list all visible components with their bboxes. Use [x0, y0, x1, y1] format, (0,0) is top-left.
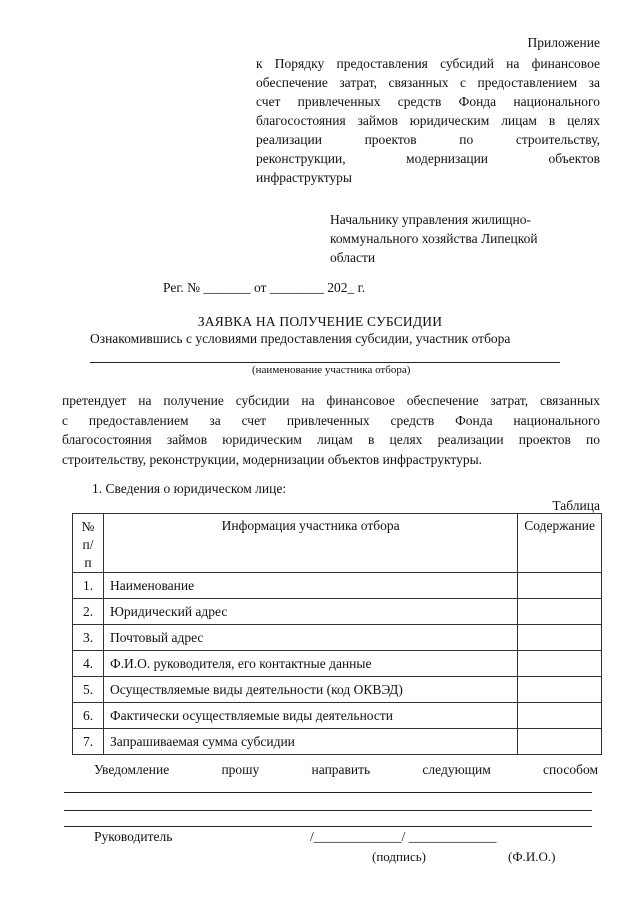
header-num-line: № — [81, 519, 95, 534]
signature-caption: (подпись) — [372, 849, 426, 864]
header-content: Содержание — [518, 514, 602, 573]
appendix-line: обеспечение затрат, связанных с предоставлением за — [256, 75, 600, 90]
row-content[interactable] — [518, 677, 602, 703]
addressee-line: Начальнику управления жилищно- — [330, 212, 531, 227]
row-info: Осуществляемые виды деятельности (код ОКВЭД) — [104, 677, 518, 703]
table-label: Таблица — [552, 498, 600, 513]
row-info: Почтовый адрес — [104, 625, 518, 651]
addressee-block — [330, 210, 538, 267]
legal-entity-table — [72, 513, 602, 755]
row-content[interactable] — [518, 651, 602, 677]
row-number: 6. — [73, 703, 104, 729]
body-line: строительству, реконструкции, модернизации объектов инфраструктуры. — [62, 451, 483, 467]
table-row — [73, 625, 602, 651]
notification-text: Уведомление прошу направить следующим способом — [94, 762, 598, 777]
row-content[interactable] — [518, 729, 602, 755]
header-info: Информация участника отбора — [104, 514, 518, 573]
table-row — [73, 729, 602, 755]
row-content[interactable] — [518, 573, 602, 599]
row-number: 3. — [73, 625, 104, 651]
appendix-line: к Порядку предоставления субсидий на финансовое — [256, 56, 600, 71]
signature-label: Руководитель — [94, 829, 173, 844]
addressee-line: коммунального хозяйства Липецкой — [330, 231, 538, 246]
application-title: ЗАЯВКА НА ПОЛУЧЕНИЕ СУБСИДИИ — [197, 314, 443, 329]
participant-name-caption: (наименование участника отбора) — [252, 364, 411, 376]
header-num — [73, 514, 104, 573]
notification-field-line-3[interactable] — [64, 826, 592, 827]
body-line: с предоставлением за счет привлеченных средств Фонда национального — [62, 412, 600, 428]
appendix-line: счет привлеченных средств Фонда национального — [256, 94, 600, 109]
row-number: 5. — [73, 677, 104, 703]
row-info: Ф.И.О. руководителя, его контактные данные — [104, 651, 518, 677]
body-line: благосостояния займов юридическим лицам в целях реализации проектов по — [62, 432, 600, 447]
row-number: 4. — [73, 651, 104, 677]
application-body — [62, 391, 600, 469]
table-row — [73, 703, 602, 729]
table-row — [73, 651, 602, 677]
table-row — [73, 573, 602, 599]
application-subtitle: Ознакомившись с условиями предоставления субсидии, участник отбора — [90, 331, 511, 346]
addressee-line: области — [330, 250, 376, 265]
appendix-title: Приложение — [527, 35, 600, 50]
appendix-line: реконструкции, модернизации объектов — [256, 151, 600, 166]
row-number: 7. — [73, 729, 104, 755]
name-caption: (Ф.И.О.) — [508, 849, 556, 864]
header-num-line: п/п — [82, 537, 94, 570]
signature-field[interactable]: /_____________/ _____________ — [310, 829, 497, 844]
body-line: претендует на получение субсидии на финансовое обеспечение затрат, связанных — [62, 393, 600, 408]
table-row — [73, 677, 602, 703]
notification-field-line-1[interactable] — [64, 792, 592, 793]
appendix-line: благосостояния займов юридическим лицам в целях — [256, 113, 600, 128]
registration-line[interactable]: Рег. № _______ от ________ 202_ г. — [163, 280, 365, 295]
section-heading: 1. Сведения о юридическом лице: — [92, 481, 287, 496]
row-info: Наименование — [104, 573, 518, 599]
appendix-line: инфраструктуры — [256, 170, 352, 185]
row-info: Юридический адрес — [104, 599, 518, 625]
row-content[interactable] — [518, 703, 602, 729]
participant-name-field[interactable] — [90, 362, 560, 363]
row-number: 2. — [73, 599, 104, 625]
table-row — [73, 599, 602, 625]
row-info: Запрашиваемая сумма субсидии — [104, 729, 518, 755]
row-number: 1. — [73, 573, 104, 599]
row-content[interactable] — [518, 599, 602, 625]
appendix-text — [256, 54, 600, 187]
table-header-row — [73, 514, 602, 573]
notification-field-line-2[interactable] — [64, 810, 592, 811]
appendix-line: реализации проектов по строительству, — [256, 132, 600, 147]
row-content[interactable] — [518, 625, 602, 651]
row-info: Фактически осуществляемые виды деятельности — [104, 703, 518, 729]
